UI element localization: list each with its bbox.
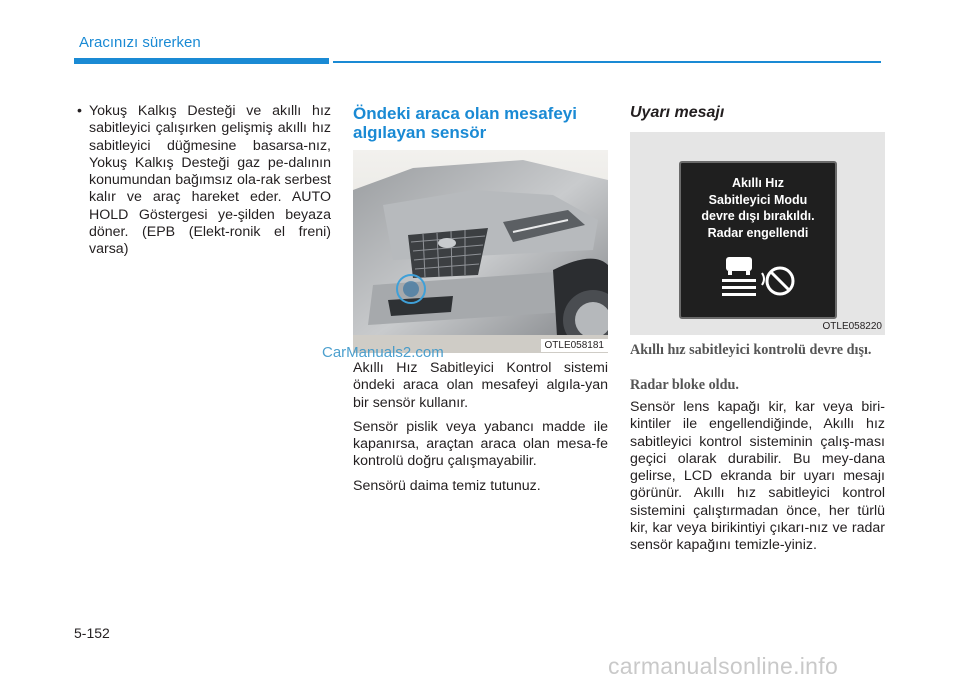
lcd-warning-panel: [630, 132, 885, 335]
lcd-line: Radar engellendi: [707, 225, 809, 240]
warning-subheading: Radar bloke oldu.: [630, 377, 739, 393]
column-left: [77, 103, 331, 259]
warning-subheading: Akıllı hız sabitleyici kontrolü devre dışı.: [630, 342, 872, 358]
car-front-illustration: [353, 150, 608, 353]
image-code: OTLE058220: [822, 321, 882, 332]
footer-watermark: carmanualsonline.info: [608, 653, 839, 679]
radar-blocked-icon: [718, 253, 798, 303]
lcd-message: [681, 175, 835, 241]
sensor-description: [353, 360, 608, 502]
page-number: 5-152: [74, 625, 110, 641]
paragraph: Akıllı Hız Sabitleyici Kontrol sistemi öndeki araca olan mesafeyi algıla-yan bir sensör kullanır.: [353, 360, 608, 411]
bullet-dot: •: [77, 103, 82, 119]
warning-description: Sensör lens kapağı kir, kar veya biri-kintiler ile engellendiğinde, Akıllı hız sabitleyici kontrol sisteminin çalış-ması geçici olarak durabilir. Bu mey-dana gelirse, LCD ekranda bir uyarı mesajı görünür. Akıllı hız sabitleyici kontrol sistemini çalıştırmadan önce, her türlü kir, kar veya birikintiyi çıkarı-nız ve radar sensör kapağını temizle-yiniz.: [630, 399, 885, 554]
lcd-line: Akıllı Hız: [731, 176, 785, 190]
header-rule-thin: [333, 61, 881, 63]
bullet-item: [77, 103, 331, 259]
section-title: Aracınızı sürerken: [79, 34, 201, 51]
car-front-photo: [353, 150, 608, 353]
header-rule-thick: [74, 58, 329, 64]
sensor-heading: Öndeki araca olan mesafeyi algılayan sensör: [353, 104, 577, 142]
lcd-screen: [679, 161, 837, 319]
lcd-line: Sabitleyici Modu: [708, 192, 808, 207]
paragraph: Sensör pislik veya yabancı madde ile kapanırsa, araçtan araca olan mesa-fe kontrolü doğru çalışmayabilir.: [353, 418, 608, 470]
image-code: OTLE058181: [541, 339, 609, 352]
bullet-text: Yokuş Kalkış Desteği ve akıllı hız sabitleyici çalışırken gelişmiş akıllı hız sabitleyici düğmesine basarsa-nız, Yokuş Kalkış Desteği gaz pe-dalının konumundan bağımsız ola-rak serbest kalır ve araç hareket eder. AUTO HOLD Göstergesi ye-şilden beyaza döner. (EPB (Elekt-ronik el freni) varsa): [89, 103, 331, 258]
warning-heading: Uyarı mesajı: [630, 104, 725, 121]
lcd-line: devre dışı bırakıldı.: [701, 209, 815, 223]
paragraph: Sensörü daima temiz tutunuz.: [353, 477, 541, 494]
watermark-link[interactable]: CarManuals2.com: [322, 344, 444, 361]
